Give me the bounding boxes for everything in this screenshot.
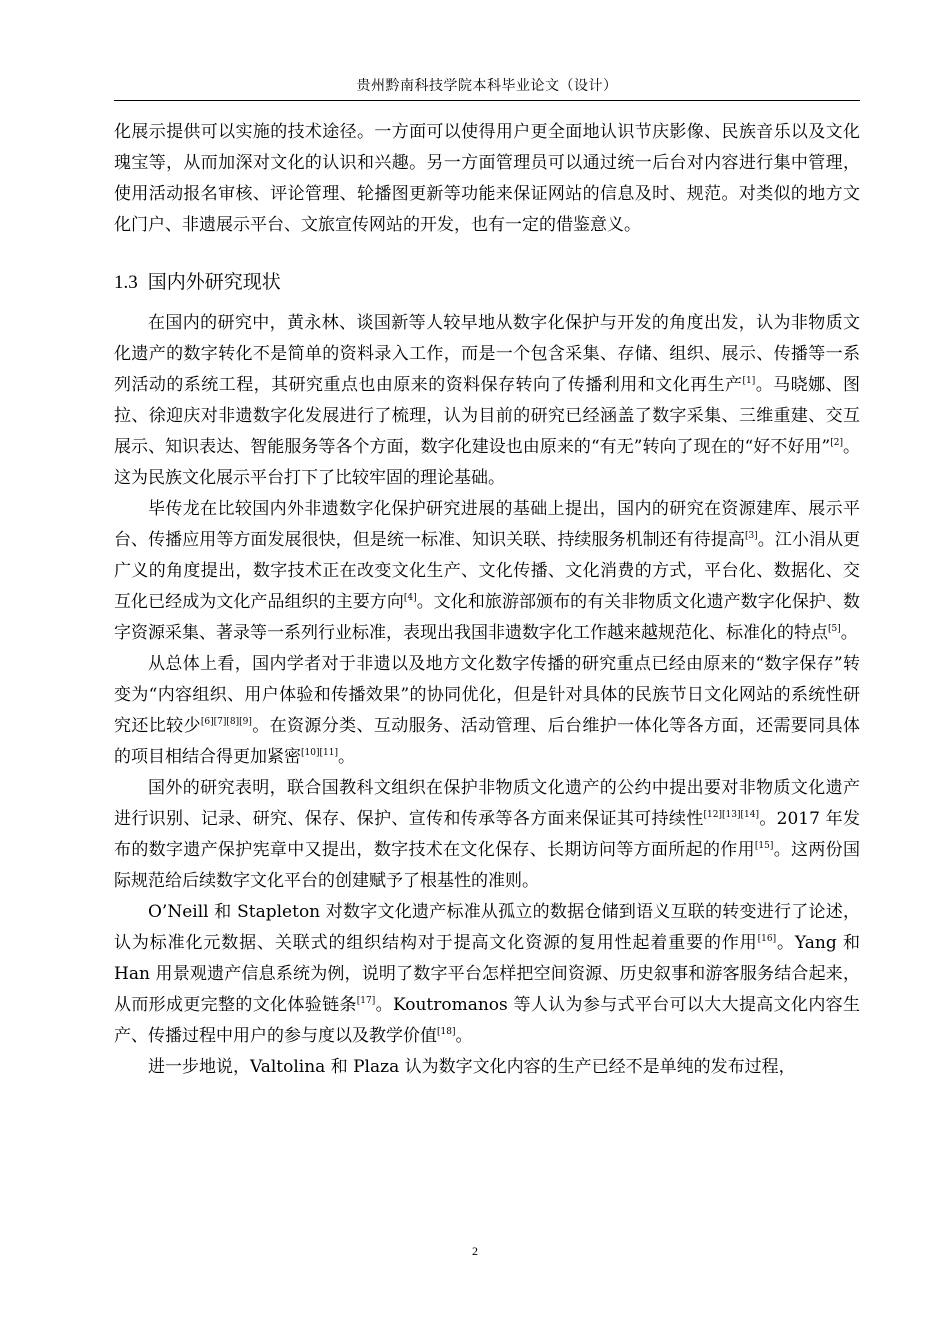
paragraph-text: 。Yang 和 Han 用景观遗产信息系统为例，说明了数字平台怎样把空间资源、历史叙事和游客服务结合起来，从而形成更完整的文化体验链条 — [114, 933, 861, 1015]
paragraph-6 — [114, 897, 860, 1052]
paragraph-text: O’Neill 和 Stapleton 对数字文化遗产标准从孤立的数据仓储到语义互联的转变进行了论述，认为标准化元数据、关联式的组织结构对于提高文化资源的复用性起着重要的作用 — [114, 902, 860, 953]
paragraph-text: 。 — [337, 747, 355, 767]
citation-ref: [5] — [828, 624, 841, 634]
page-header-title: 贵州黔南科技学院本科毕业论文（设计） — [356, 78, 618, 94]
paragraph-text: 毕传龙在比较国内外非遗数字化保护研究进展的基础上提出，国内的研究在资源建库、展示平台、传播应用等方面发展很快，但是统一标准、知识关联、持续服务机制还有待提高 — [114, 499, 860, 550]
paragraph-text: 。在资源分类、互动服务、活动管理、后台维护一体化等各方面，还需要同具体的项目相结合得更加紧密 — [114, 716, 860, 767]
body-text — [114, 117, 860, 1083]
paragraph-1: 化展示提供可以实施的技术途径。一方面可以使得用户更全面地认识节庆影像、民族音乐以及文化瑰宝等，从而加深对文化的认识和兴趣。另一方面管理员可以通过统一后台对内容进行集中管理，使用活动报名审核、评论管理、轮播图更新等功能来保证网站的信息及时、规范。对类似的地方文化门户、非遗展示平台、文旅宣传网站的开发，也有一定的借鉴意义。 — [114, 122, 860, 235]
paragraph-text: 。这为民族文化展示平台打下了比较牢固的理论基础。 — [114, 437, 861, 488]
citation-ref: [18] — [437, 1027, 456, 1037]
citation-ref: [10][11] — [301, 748, 338, 758]
citation-ref: [15] — [754, 841, 774, 851]
citation-ref: [4] — [403, 593, 417, 603]
paragraph-text: 从总体上看，国内学者对于非遗以及地方文化数字传播的研究重点已经由原来的“数字保存”转变为“内容组织、用户体验和传播效果”的协同优化，但是针对具体的民族节日文化网站的系统性研究还比较少 — [114, 654, 860, 736]
paragraph-7: 进一步地说，Valtolina 和 Plaza 认为数字文化内容的生产已经不是单纯的发布过程， — [148, 1057, 796, 1077]
paragraph-text: 。这两份国际规范给后续数字文化平台的创建赋予了根基性的准则。 — [114, 840, 860, 891]
citation-ref: [6][7][8][9] — [200, 717, 252, 727]
paragraph-text: 。 — [455, 1026, 473, 1046]
paragraph-4 — [114, 649, 860, 773]
paragraph-text: 。Koutromanos 等人认为参与式平台可以大大提高文化内容生产、传播过程中用户的参与度以及教学价值 — [114, 995, 861, 1046]
citation-ref: [1] — [742, 376, 756, 386]
citation-ref: [3] — [744, 531, 758, 541]
section-title: 国内外研究现状 — [147, 271, 281, 293]
paragraph-text: 国外的研究表明，联合国教科文组织在保护非物质文化遗产的公约中提出要对非物质文化遗产进行识别、记录、研究、保存、保护、宣传和传承等各方面来保证其可持续性 — [114, 778, 860, 829]
paragraph-text: 。文化和旅游部颁布的有关非物质文化遗产数字化保护、数字资源采集、著录等一系列行业标准，表现出我国非遗数字化工作越来越规范化、标准化的特点 — [114, 592, 860, 643]
paragraph-text: 在国内的研究中，黄永林、谈国新等人较早地从数字化保护与开发的角度出发，认为非物质文化遗产的数字转化不是简单的资料录入工作，而是一个包含采集、存储、组织、展示、传播等一系列活动的系统工程，其研究重点也由原来的资料保存转向了传播利用和文化再生产 — [114, 313, 860, 395]
citation-ref: [17] — [356, 996, 376, 1006]
paragraph-2 — [114, 308, 860, 494]
header-divider — [114, 100, 860, 101]
citation-ref: [2] — [830, 438, 843, 448]
section-number: 1.3 — [114, 272, 138, 293]
paragraph-text: 。马晓娜、图拉、徐迎庆对非遗数字化发展进行了梳理，认为目前的研究已经涵盖了数字采集、三维重建、交互展示、知识表达、智能服务等各个方面，数字化建设也由原来的“有无”转向了现在的“好不好用” — [114, 375, 860, 457]
section-heading — [114, 267, 860, 298]
citation-ref: [12][13][14] — [703, 810, 759, 820]
page-number: 2 — [472, 1244, 478, 1258]
paragraph-5 — [114, 773, 860, 897]
paragraph-text: 。 — [840, 623, 858, 643]
paragraph-3 — [114, 494, 860, 649]
paragraph-text: 。2017 年发布的数字遗产保护宪章中又提出，数字技术在文化保存、长期访问等方面所起的作用 — [114, 809, 861, 860]
paragraph-text: 。江小涓从更广义的角度提出，数字技术正在改变文化生产、文化传播、文化消费的方式，平台化、数据化、交互化已经成为文化产品组织的主要方向 — [114, 530, 861, 612]
citation-ref: [16] — [757, 934, 777, 944]
